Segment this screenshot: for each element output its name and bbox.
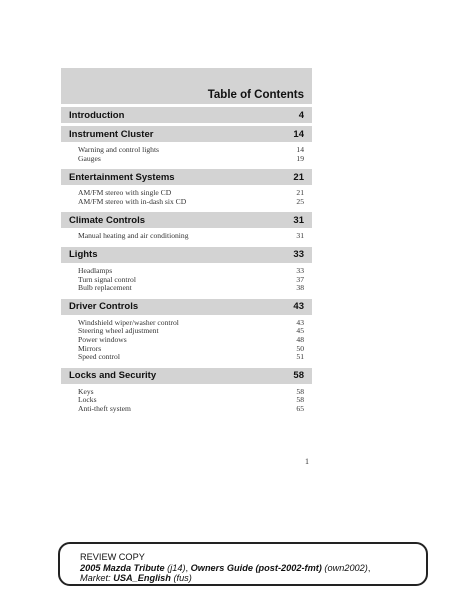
section-page: 4	[298, 109, 304, 121]
section-entries	[61, 263, 312, 296]
entry-page: 14	[296, 145, 304, 154]
toc-entry[interactable]	[78, 232, 304, 241]
entry-label: Bulb replacement	[78, 283, 132, 293]
entry-label: Warning and control lights	[78, 145, 160, 154]
toc-entry[interactable]	[78, 388, 304, 397]
toc-header	[61, 68, 312, 104]
entry-label: Manual heating and air conditioning	[78, 231, 189, 241]
section-page: 58	[293, 370, 304, 382]
review-market-code: (fus)	[173, 573, 192, 583]
entry-label: Steering wheel adjustment	[78, 326, 159, 336]
toc-sections	[61, 107, 312, 417]
section-page: 14	[293, 128, 304, 140]
section-title: Climate Controls	[69, 214, 146, 226]
toc-entry[interactable]	[78, 198, 304, 207]
entry-page: 45	[296, 326, 304, 336]
section-entries	[61, 142, 312, 166]
entry-page: 37	[296, 274, 304, 284]
entry-page: 38	[296, 283, 304, 293]
section-header[interactable]	[61, 368, 312, 384]
review-market-label: Market:	[80, 573, 111, 583]
review-model-code: (j14)	[167, 562, 186, 573]
entry-page: 51	[296, 352, 304, 362]
entry-label: AM/FM stereo with single CD	[78, 188, 172, 198]
section-page: 43	[293, 301, 304, 313]
section-page: 33	[293, 249, 304, 261]
toc-entry[interactable]	[78, 353, 304, 362]
entry-page: 25	[296, 196, 304, 206]
entry-label: Keys	[78, 386, 94, 396]
section-header[interactable]	[61, 212, 312, 228]
toc-entry[interactable]	[78, 405, 304, 414]
section-entries	[61, 185, 312, 209]
entry-page: 58	[296, 386, 304, 396]
table-of-contents	[61, 68, 312, 417]
section-header[interactable]	[61, 247, 312, 263]
toc-entry[interactable]	[78, 155, 304, 164]
entry-label: AM/FM stereo with in-dash six CD	[78, 196, 187, 206]
page-number: 1	[305, 457, 309, 466]
section-title: Driver Controls	[69, 301, 139, 313]
entry-page: 65	[296, 403, 304, 413]
section-header[interactable]	[61, 169, 312, 185]
entry-page: 19	[296, 153, 304, 163]
entry-page: 33	[296, 265, 304, 275]
entry-label: Windshield wiper/washer control	[78, 317, 179, 327]
toc-entry[interactable]	[78, 336, 304, 345]
toc-entry[interactable]	[78, 284, 304, 293]
entry-label: Turn signal control	[78, 274, 136, 284]
section-title: Introduction	[69, 109, 125, 121]
toc-entry[interactable]	[78, 146, 304, 155]
entry-page: 48	[296, 334, 304, 344]
review-line-2: 2005 Mazda Tribute (j14), Owners Guide (post-2002-fmt) (own2002),	[80, 562, 371, 573]
review-copy-box	[58, 542, 428, 586]
entry-label: Headlamps	[78, 265, 113, 275]
entry-page: 58	[296, 395, 304, 405]
section-header[interactable]	[61, 299, 312, 315]
section-header[interactable]	[61, 107, 312, 123]
entry-label: Locks	[78, 395, 97, 405]
section-title: Lights	[69, 249, 98, 261]
entry-page: 31	[296, 231, 304, 241]
review-line-1: REVIEW COPY	[80, 552, 145, 562]
entry-label: Power windows	[78, 334, 127, 344]
entry-page: 43	[296, 317, 304, 327]
review-line-3	[80, 573, 426, 584]
entry-label: Anti-theft system	[78, 403, 131, 413]
section-page: 31	[293, 214, 304, 226]
entry-label: Mirrors	[78, 343, 102, 353]
review-guide-code: (own2002)	[324, 562, 368, 573]
entry-page: 50	[296, 343, 304, 353]
review-guide: Owners Guide (post-2002-fmt)	[190, 562, 322, 573]
entry-label: Speed control	[78, 352, 120, 362]
toc-title: Table of Contents	[207, 89, 304, 101]
section-header[interactable]	[61, 126, 312, 142]
section-entries	[61, 384, 312, 417]
section-title: Locks and Security	[69, 370, 157, 382]
section-entries	[61, 315, 312, 365]
section-title: Entertainment Systems	[69, 171, 175, 183]
entry-page: 21	[296, 188, 304, 198]
review-model: 2005 Mazda Tribute	[80, 562, 165, 573]
section-entries	[61, 228, 312, 244]
entry-label: Gauges	[78, 153, 101, 163]
section-page: 21	[293, 171, 304, 183]
section-title: Instrument Cluster	[69, 128, 154, 140]
review-market: USA_English	[113, 573, 171, 583]
